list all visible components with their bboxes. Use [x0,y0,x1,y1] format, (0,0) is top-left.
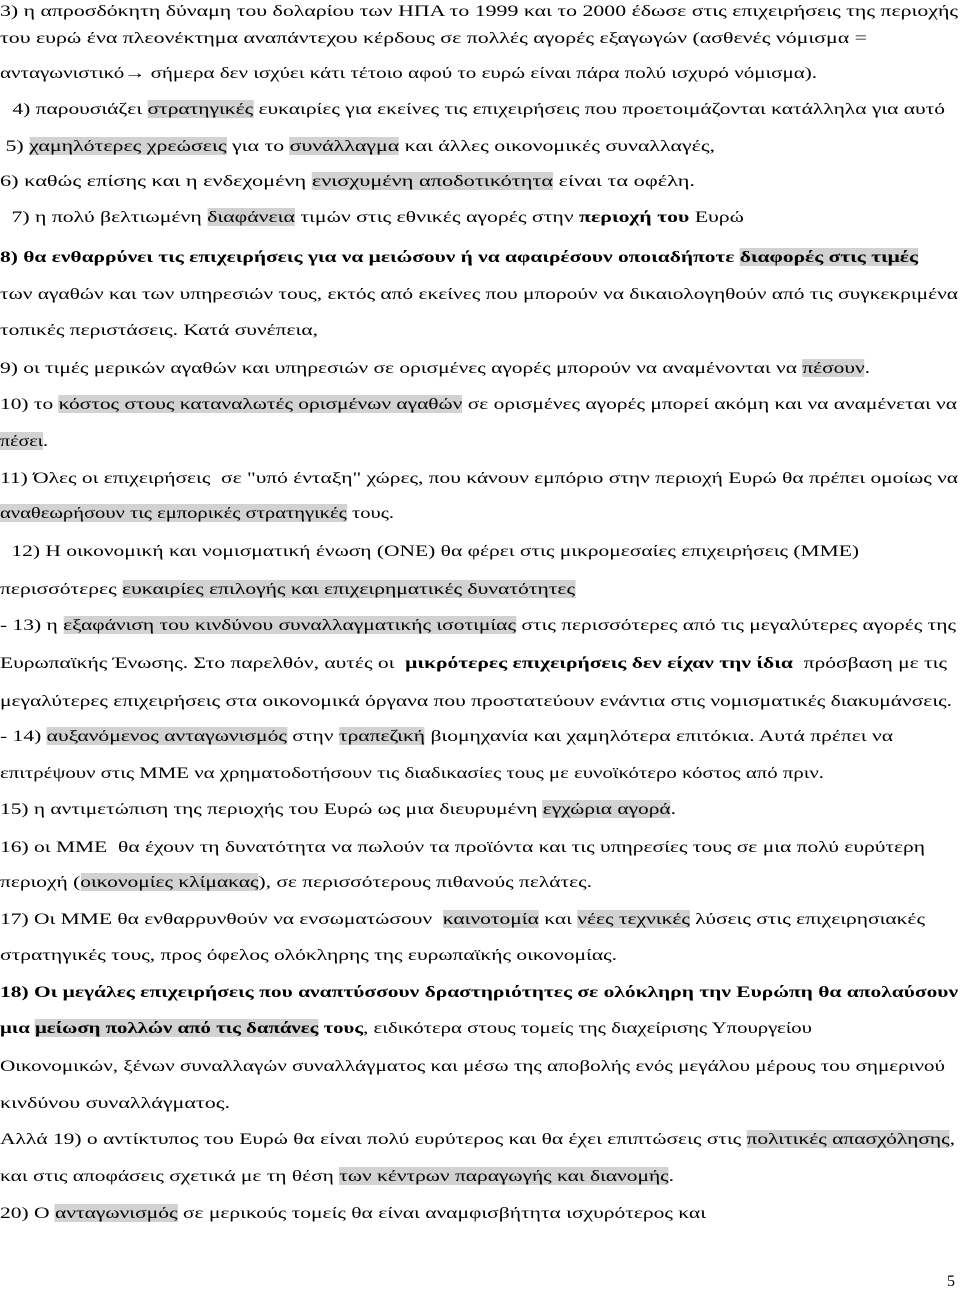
text-segment: Οικονομικών, ξένων συναλλαγών συναλλάγματος και μέσω της αποβολής ενός μεγάλου μέρους του σημερινού [0,1057,945,1075]
text-segment: των αγαθών και των υπηρεσιών τους, εκτός από εκείνες που μπορούν να δικαιολογηθούν από τις συγκεκριμένα [0,285,959,303]
text-segment: . [864,359,871,377]
text-segment: στην [286,727,339,745]
text-line [0,0,958,22]
highlighted-text: διαφορές στις τιμές [739,248,918,266]
text-segment: , [949,1130,956,1148]
bold-text: 18) Οι μεγάλες επιχειρήσεις που αναπτύσσουν δραστηριότητες σε ολόκληρη την Ευρώπη θα απολαύσουν [0,983,959,1001]
text-segment: 10) το [0,395,59,413]
text-segment: 3) η απροσδόκητη δύναμη του δολαρίου των ΗΠΑ το 1999 και το 2000 έδωσε στις επιχειρήσεις της περιοχής [0,2,958,20]
text-line [0,27,867,49]
text-line [0,319,318,341]
text-segment: και στις αποφάσεις σχετικά με τη θέση [0,1167,340,1185]
text-line [0,725,893,747]
text-line [0,170,695,192]
text-segment: ), σε περισσότερους πιθανούς πελάτες. [258,873,592,891]
text-segment: 20) Ο [0,1204,55,1222]
text-segment: . [43,432,48,450]
text-segment: ευκαιρίες για εκείνες τις επιχειρήσεις που προετοιμάζονται κατάλληλα για αυτό [253,100,945,118]
text-line [0,1092,230,1114]
text-line [0,1017,812,1039]
highlighted-text: διαφάνεια [207,208,295,226]
text-segment: και άλλες οικονομικές συναλλαγές, [399,137,716,155]
text-line [6,540,859,562]
text-line [6,206,744,228]
text-line [0,357,870,379]
text-line [0,283,958,305]
page-number: 5 [947,1273,955,1290]
text-segment: τιμών στις εθνικές αγορές στην [294,208,580,226]
arrow-right-icon: → [124,64,146,82]
text-line [0,1202,706,1224]
highlighted-text: πολιτικές απασχόλησης [746,1130,950,1148]
text-line [0,908,925,930]
highlighted-text: κόστος στους καταναλωτές ορισμένων αγαθών [58,395,463,413]
highlighted-text: μείωση πολλών από τις δαπάνες [35,1019,319,1037]
highlighted-text: ανταγωνισμός [54,1204,178,1222]
text-line [0,798,676,820]
text-line [0,393,957,415]
text-line [0,135,715,157]
text-segment: ανταγωνιστικό [0,64,125,82]
text-line [0,871,592,893]
text-line [0,652,947,674]
bold-text: τους [318,1019,364,1037]
text-line [0,246,918,268]
text-segment: . [670,800,676,818]
highlighted-text: των κέντρων παραγωγής και διανομής [339,1167,669,1185]
text-segment: επιτρέψουν στις ΜΜΕ να χρηματοδοτήσουν τις διαδικασίες τους με ευνοϊκότερο κόστος από πριν. [0,764,824,782]
highlighted-text: αναθεωρήσουν τις εμπορικές στρατηγικές [0,504,347,522]
text-segment: βιομηχανία και χαμηλότερα επιτόκια. Αυτά πρέπει να [425,727,894,745]
text-segment: του ευρώ ένα πλεονέκτημα αναπάντεχου κέρδους σε πολλές αγορές εξαγωγών (ασθενές νόμισμα = [0,29,867,47]
text-segment: σήμερα δεν ισχύει κάτι τέτοιο αφού το ευρώ είναι πάρα πολύ ισχυρό νόμισμα). [145,64,817,82]
text-segment: για το [226,137,290,155]
highlighted-text: καινοτομία [442,910,539,928]
text-segment: λύσεις στις επιχειρησιακές [689,910,925,928]
highlighted-text: στρατηγικές [147,100,254,118]
text-segment: σε ορισμένες αγορές μπορεί ακόμη και να αναμένεται να [462,395,957,413]
text-segment: 12) Η οικονομική και νομισματική ένωση (ΟΝΕ) θα φέρει στις μικρομεσαίες επιχειρήσεις (ΜΜΕ) [6,542,859,560]
text-segment: , ειδικότερα στους τομείς της διαχείρισης Υπουργείου [363,1019,812,1037]
text-segment: στρατηγικές τους, προς όφελος ολόκληρης της ευρωπαϊκής οικονομίας. [0,946,617,964]
bold-text: περιοχή του [579,208,690,226]
text-segment: 15) η αντιμετώπιση της περιοχής του Ευρώ ως μια διευρυμένη [0,800,543,818]
text-line [0,502,394,524]
text-segment: 17) Οι ΜΜΕ θα ενθαρρυνθούν να ενσωματώσουν [0,910,443,928]
text-line [0,1128,955,1150]
highlighted-text: πέσουν [802,359,865,377]
text-line [0,690,952,712]
text-segment: 4) παρουσιάζει [7,100,148,118]
text-segment: 11) Όλες οι επιχειρήσεις σε "υπό ένταξη" χώρες, που κάνουν εμπόριο στην περιοχή Ευρώ θα πρέπει ομοίως να [0,469,959,487]
text-line [0,762,824,784]
highlighted-text: χαμηλότερες χρεώσεις [29,137,227,155]
highlighted-text: νέες τεχνικές [577,910,690,928]
text-segment: μεγαλύτερες επιχειρήσεις στα οικονομικά όργανα που προστατεύουν ενάντια στις νομισματικές διακυμάνσεις. [0,692,952,710]
highlighted-text: εξαφάνιση του κινδύνου συναλλαγματικής ισοτιμίας [63,616,516,634]
text-line [0,1165,674,1187]
highlighted-text: ευκαιρίες επιλογής και επιχειρηματικές δυνατότητες [122,580,575,598]
text-segment: Ευρώ [689,208,744,226]
highlighted-text: συνάλλαγμα [289,137,400,155]
text-segment: 16) οι ΜΜΕ θα έχουν τη δυνατότητα να πωλούν τα προϊόντα και τις υπηρεσίες τους σε μια πολύ ευρύτερη [0,838,926,856]
text-segment: στις περισσότερες από τις μεγαλύτερες αγορές της [515,616,956,634]
text-segment: Ευρωπαϊκής Ένωσης. Στο παρελθόν, αυτές οι [0,654,406,672]
text-segment: 5) [0,137,30,155]
text-line [0,430,48,452]
highlighted-text: τραπεζική [338,727,426,745]
text-segment: 9) οι τιμές μερικών αγαθών και υπηρεσιών σε ορισμένες αγορές μπορούν να αναμένονται να [0,359,803,377]
text-line [0,836,925,858]
text-segment: 6) καθώς επίσης και η ενδεχομένη [0,172,312,190]
text-segment: - 14) [0,727,47,745]
highlighted-text: ενισχυμένη αποδοτικότητα [311,172,554,190]
text-segment: πρόσβαση με τις [792,654,947,672]
text-line [0,1055,945,1077]
text-segment: κινδύνου συναλλάγματος. [0,1094,231,1112]
text-segment: τους. [346,504,395,522]
text-segment: περισσότερες [0,580,123,598]
text-line [0,578,575,600]
highlighted-text: εγχώρια αγορά [542,800,671,818]
text-segment: σε μερικούς τομείς θα είναι αναμφισβήτητα ισχυρότερος και [177,1204,707,1222]
text-segment: είναι τα οφέλη. [553,172,696,190]
text-segment: τοπικές περιστάσεις. Κατά συνέπεια, [0,321,318,339]
text-line [0,981,958,1003]
text-segment: - 13) η [0,616,64,634]
highlighted-text: πέσει [0,432,44,450]
text-line [0,614,956,636]
bold-text: μικρότερες επιχειρήσεις δεν είχαν την ίδια [405,654,793,672]
bold-text: μια [0,1019,36,1037]
text-segment: Αλλά 19) ο αντίκτυπος του Ευρώ θα είναι πολύ ευρύτερος και θα έχει επιπτώσεις στις [0,1130,747,1148]
text-segment: και [538,910,578,928]
text-segment: . [668,1167,674,1185]
highlighted-text: αυξανόμενος ανταγωνισμός [46,727,287,745]
text-segment: 7) η πολύ βελτιωμένη [6,208,208,226]
text-line [0,62,817,84]
text-line [7,98,945,120]
text-line [0,944,617,966]
bold-text: 8) θα ενθαρρύνει τις επιχειρήσεις για να μειώσουν ή να αφαιρέσουν οποιαδήποτε [0,248,740,266]
text-segment: περιοχή ( [0,873,81,891]
text-line [0,467,958,489]
highlighted-text: οικονομίες κλίμακας [80,873,259,891]
